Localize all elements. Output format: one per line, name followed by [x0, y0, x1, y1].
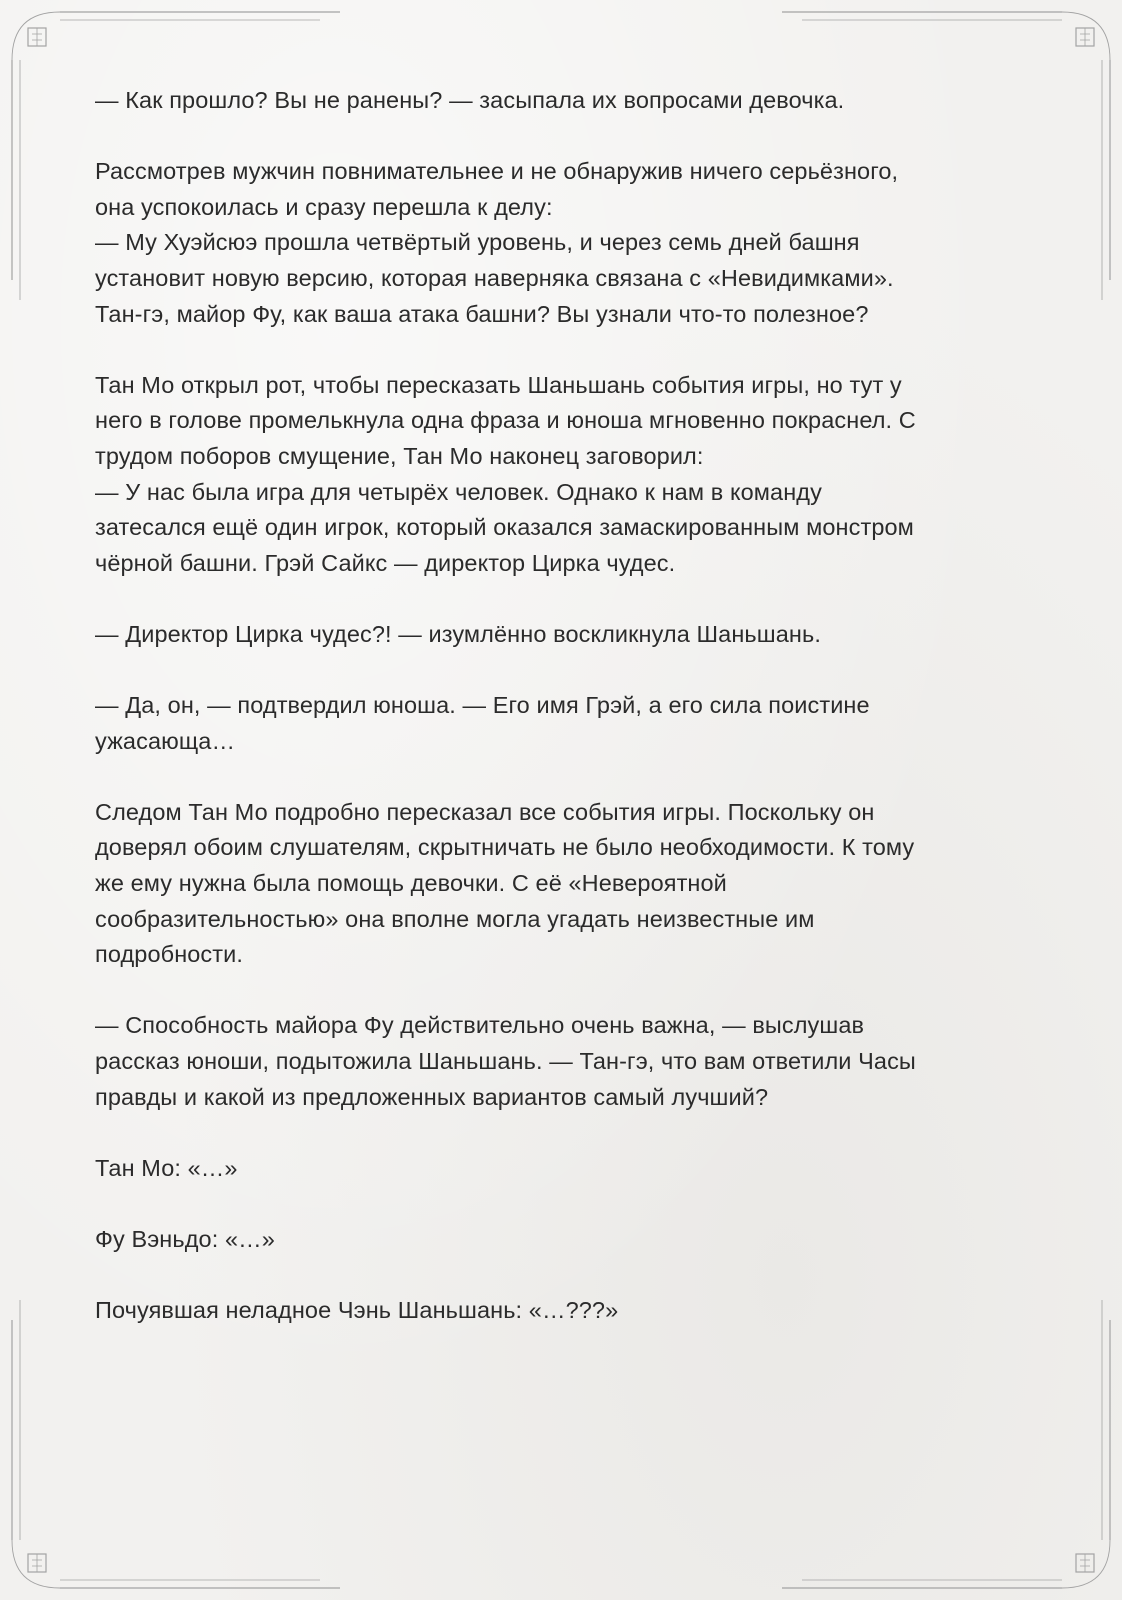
text-line: доверял обоим слушателям, скрытничать не было необходимости. К тому — [95, 834, 915, 861]
paragraph-gap — [95, 581, 1030, 617]
text-line: правды и какой из предложенных вариантов самый лучший? — [95, 1083, 769, 1110]
paragraph-gap — [95, 759, 1030, 795]
paragraph-gap — [95, 653, 1030, 689]
paragraph-gap — [95, 1186, 1030, 1222]
text-line: сообразительностью» она вполне могла угадать неизвестные им — [95, 905, 815, 932]
text-line: Тан Мо открыл рот, чтобы пересказать Шаньшань события игры, но тут у — [95, 371, 902, 398]
text-line: — Способность майора Фу действительно очень важна, — выслушав — [95, 1012, 865, 1039]
text-line: Фу Вэньдо: «…» — [95, 1226, 275, 1252]
text-line: — Да, он, — подтвердил юноша. — Его имя Грэй, а его сила поистине — [95, 692, 870, 719]
paragraph-gap — [95, 1258, 1030, 1294]
text-line: — Как прошло? Вы не ранены? — засыпала их вопросами девочка. — [95, 87, 845, 113]
text-line: него в голове промелькнула одна фраза и юноша мгновенно покраснел. С — [95, 407, 916, 434]
text-line: ужасающа… — [95, 727, 236, 754]
paragraph-gap — [95, 119, 1030, 155]
paragraph-gap — [95, 1115, 1030, 1151]
text-line: затесался ещё один игрок, который оказался замаскированным монстром — [95, 514, 914, 541]
document-body — [95, 83, 1030, 1329]
text-line: подробности. — [95, 941, 244, 968]
text-line: же ему нужна была помощь девочки. С её «Невероятной — [95, 870, 727, 897]
text-line: Тан-гэ, майор Фу, как ваша атака башни? Вы узнали что-то полезное? — [95, 300, 869, 327]
text-line: Рассмотрев мужчин повнимательнее и не обнаружив ничего серьёзного, — [95, 158, 899, 185]
text-line: — Директор Цирка чудес?! — изумлённо воскликнула Шаньшань. — [95, 620, 821, 647]
text-line: Тан Мо: «…» — [95, 1154, 238, 1181]
text-line: — Му Хуэйсюэ прошла четвёртый уровень, и через семь дней башня — [95, 229, 860, 256]
text-line: трудом поборов смущение, Тан Мо наконец заговорил: — [95, 442, 704, 469]
text-line: рассказ юноши, подытожила Шаньшань. — Тан-гэ, что вам ответили Часы — [95, 1048, 916, 1075]
paragraph-gap — [95, 332, 1030, 368]
text-line: чёрной башни. Грэй Сайкс — директор Цирка чудес. — [95, 549, 676, 576]
text-line: она успокоилась и сразу перешла к делу: — [95, 193, 553, 220]
text-line: Почуявшая неладное Чэнь Шаньшань: «…???» — [95, 1297, 619, 1324]
text-line: Следом Тан Мо подробно пересказал все события игры. Поскольку он — [95, 798, 875, 825]
text-line: — У нас была игра для четырёх человек. Однако к нам в команду — [95, 478, 822, 505]
paragraph-gap — [95, 973, 1030, 1009]
text-line: установит новую версию, которая наверняка связана с «Невидимками». — [95, 264, 894, 291]
